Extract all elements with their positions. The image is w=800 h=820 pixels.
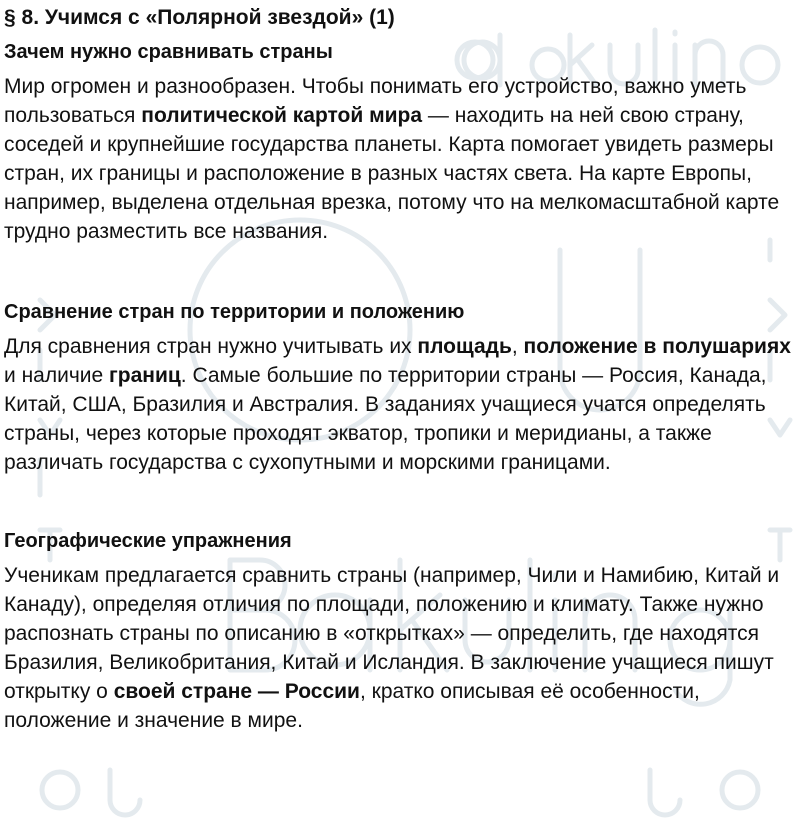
text-run: . Самые большие по территории страны — Россия, Канада, Китай, США, Бразилия и Австралия. В заданиях учащиеся учатся определять страны, через которые проходят экватор, тропики и меридианы, а также различать государства с сухопутными и морскими границами. [4,364,767,474]
bold-term: положение в полушариях [523,335,791,358]
text-run: Ученикам предлагается сравнить страны (например, Чили и Намибию, Китай и Канаду), определяя отличия по площади, положению и климату. Также нужно распознать страны по описанию в «открытках» — определить, где находятся Бразилия, Великобритания, Китай и Исландия. В заключение учащиеся пишут открытку о [4,564,780,703]
bold-term: границ [109,364,181,387]
page-title: § 8. Учимся с «Полярной звездой» (1) [4,6,395,29]
text-run: Для сравнения стран нужно учитывать их [4,335,418,358]
text-run: , [511,335,524,358]
text-run: — находить на ней свою страну, соседей и крупнейшие государства планеты. Карта помогает увидеть размеры стран, их границы и расположение в разных частях света. На карте Европы, например, выделена отдельная врезка, потому что на мелкомасштабной карте трудно разместить все названия. [4,104,780,243]
text-run: Мир огромен и разнообразен. Чтобы понимать его устройство, важно уметь пользоваться [4,75,747,127]
bold-term: политической картой мира [141,104,423,127]
bold-term: своей стране — России [113,680,360,703]
bold-term: площадь [417,335,512,358]
section-heading-why-compare: Зачем нужно сравнивать страны [4,41,333,63]
section-heading-territory: Сравнение стран по территории и положению [4,301,465,323]
section-paragraph-territory [4,332,794,477]
text-run: , кратко описывая её особенности, положение и значение в мире. [4,680,700,732]
section-heading-exercises: Географические упражнения [4,530,292,552]
text-run: и наличие [4,364,110,387]
section-paragraph-why-compare [4,72,794,246]
section-paragraph-exercises [4,561,794,735]
